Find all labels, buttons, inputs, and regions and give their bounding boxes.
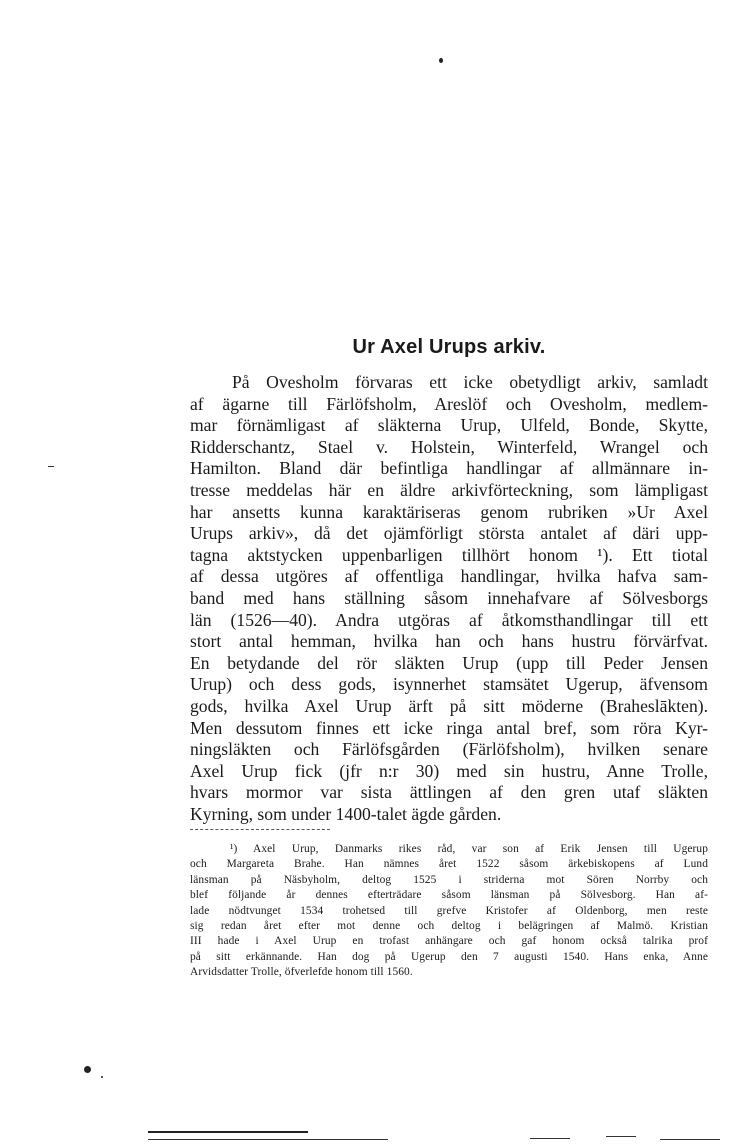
body-line: Hamilton. Bland där befintliga handlingar af allmännare in- [190, 458, 708, 479]
ink-speck-top [439, 58, 443, 63]
body-line: En betydande del rör släkten Urup (upp till Peder Jensen [190, 652, 708, 673]
ink-dot-bottom [101, 1076, 103, 1078]
body-line: har ansetts kunna karaktäriseras genom rubriken »Ur Axel [190, 501, 708, 522]
body-line: Ridderschantz, Stael v. Holstein, Winterfeld, Wrangel och [190, 436, 708, 457]
footnote-line: på sitt erkännande. Han dog på Ugerup den 7 augusti 1540. Hans enka, Anne [190, 950, 708, 963]
footnote-line: III hade i Axel Urup en trofast anhängare och gaf honom också talrika prof [190, 935, 708, 948]
body-line: På Ovesholm förvaras ett icke obetydligt arkiv, samladt [232, 372, 708, 392]
footnote-separator [190, 829, 330, 830]
bottom-rule-1 [148, 1131, 308, 1133]
bottom-rule-4 [606, 1136, 636, 1137]
body-line: band med hans ställning såsom innehafvare af Sölvesborgs [190, 587, 708, 608]
body-line: tagna aktstycken uppenbarligen tillhört honom ¹). Ett tiotal [190, 544, 708, 565]
body-line: ningsläkten och Färlöfsgården (Färlöfsholm), hvilken senare [190, 739, 708, 760]
body-line: af ägarne till Färlöfsholm, Areslöf och Ovesholm, medlem- [190, 393, 708, 414]
article-body [190, 372, 708, 825]
body-line: tresse meddelas här en äldre arkivförteckning, som lämpligast [190, 479, 708, 500]
footnote-line: ¹) Axel Urup, Danmarks rikes råd, var son af Erik Jensen till Ugerup [230, 843, 708, 855]
body-line: Kyrning, som under 1400-talet ägde gården. [190, 803, 502, 824]
body-line: hvars mormor var sista ättlingen af den gren utaf släkten [190, 782, 708, 803]
body-line: län (1526—40). Andra utgöras af åtkomsthandlingar till ett [190, 609, 708, 630]
footnote-line: och Margareta Brahe. Han nämnes året 1522 såsom ärkebiskopens af Lund [190, 858, 708, 871]
body-line: stort antal hemman, hvilka han och hans hustru förvärfvat. [190, 631, 708, 652]
body-line: mar förnämligast af släkterna Urup, Ulfeld, Bonde, Skytte, [190, 415, 708, 436]
bottom-rule-2 [148, 1139, 388, 1140]
footnote-line: sig redan året efter mot denne och deltog i belägringen af Malmö. Kristian [190, 919, 708, 932]
article-title: Ur Axel Urups arkiv. [352, 336, 546, 358]
body-line: gods, hvilka Axel Urup ärft på sitt möderne (Braheslākten). [190, 695, 708, 716]
footnote-line: länsman på Näsbyholm, deltog 1525 i striderna mot Sören Norrby och [190, 873, 708, 886]
bottom-rule-3 [530, 1138, 570, 1139]
margin-tick-left [48, 466, 54, 467]
footnote [190, 842, 708, 981]
body-line: Men dessutom finnes ett icke ringa antal bref, som röra Kyr- [190, 717, 708, 738]
footnote-line: Arvidsdatter Trolle, öfverlefde honom till 1560. [190, 966, 413, 979]
body-line: Urups arkiv», då det ojämförligt största antalet af däri upp- [190, 523, 708, 544]
body-line: Axel Urup fick (jfr n:r 30) med sin hustru, Anne Trolle, [190, 760, 708, 781]
ink-speck-bottom [84, 1066, 91, 1073]
body-line: af dessa utgöres af offentliga handlingar, hvilka hafva sam- [190, 566, 708, 587]
footnote-line: blef följande år dennes efterträdare såsom länsman på Sölvesborg. Han af- [190, 889, 708, 902]
bottom-rule-5 [660, 1139, 720, 1140]
body-line: Urup) och dess gods, isynnerhet stamsätet Ugerup, äfvensom [190, 674, 708, 695]
footnote-line: lade nödtvunget 1534 trohetsed till grefve Kristofer af Oldenborg, men reste [190, 904, 708, 917]
